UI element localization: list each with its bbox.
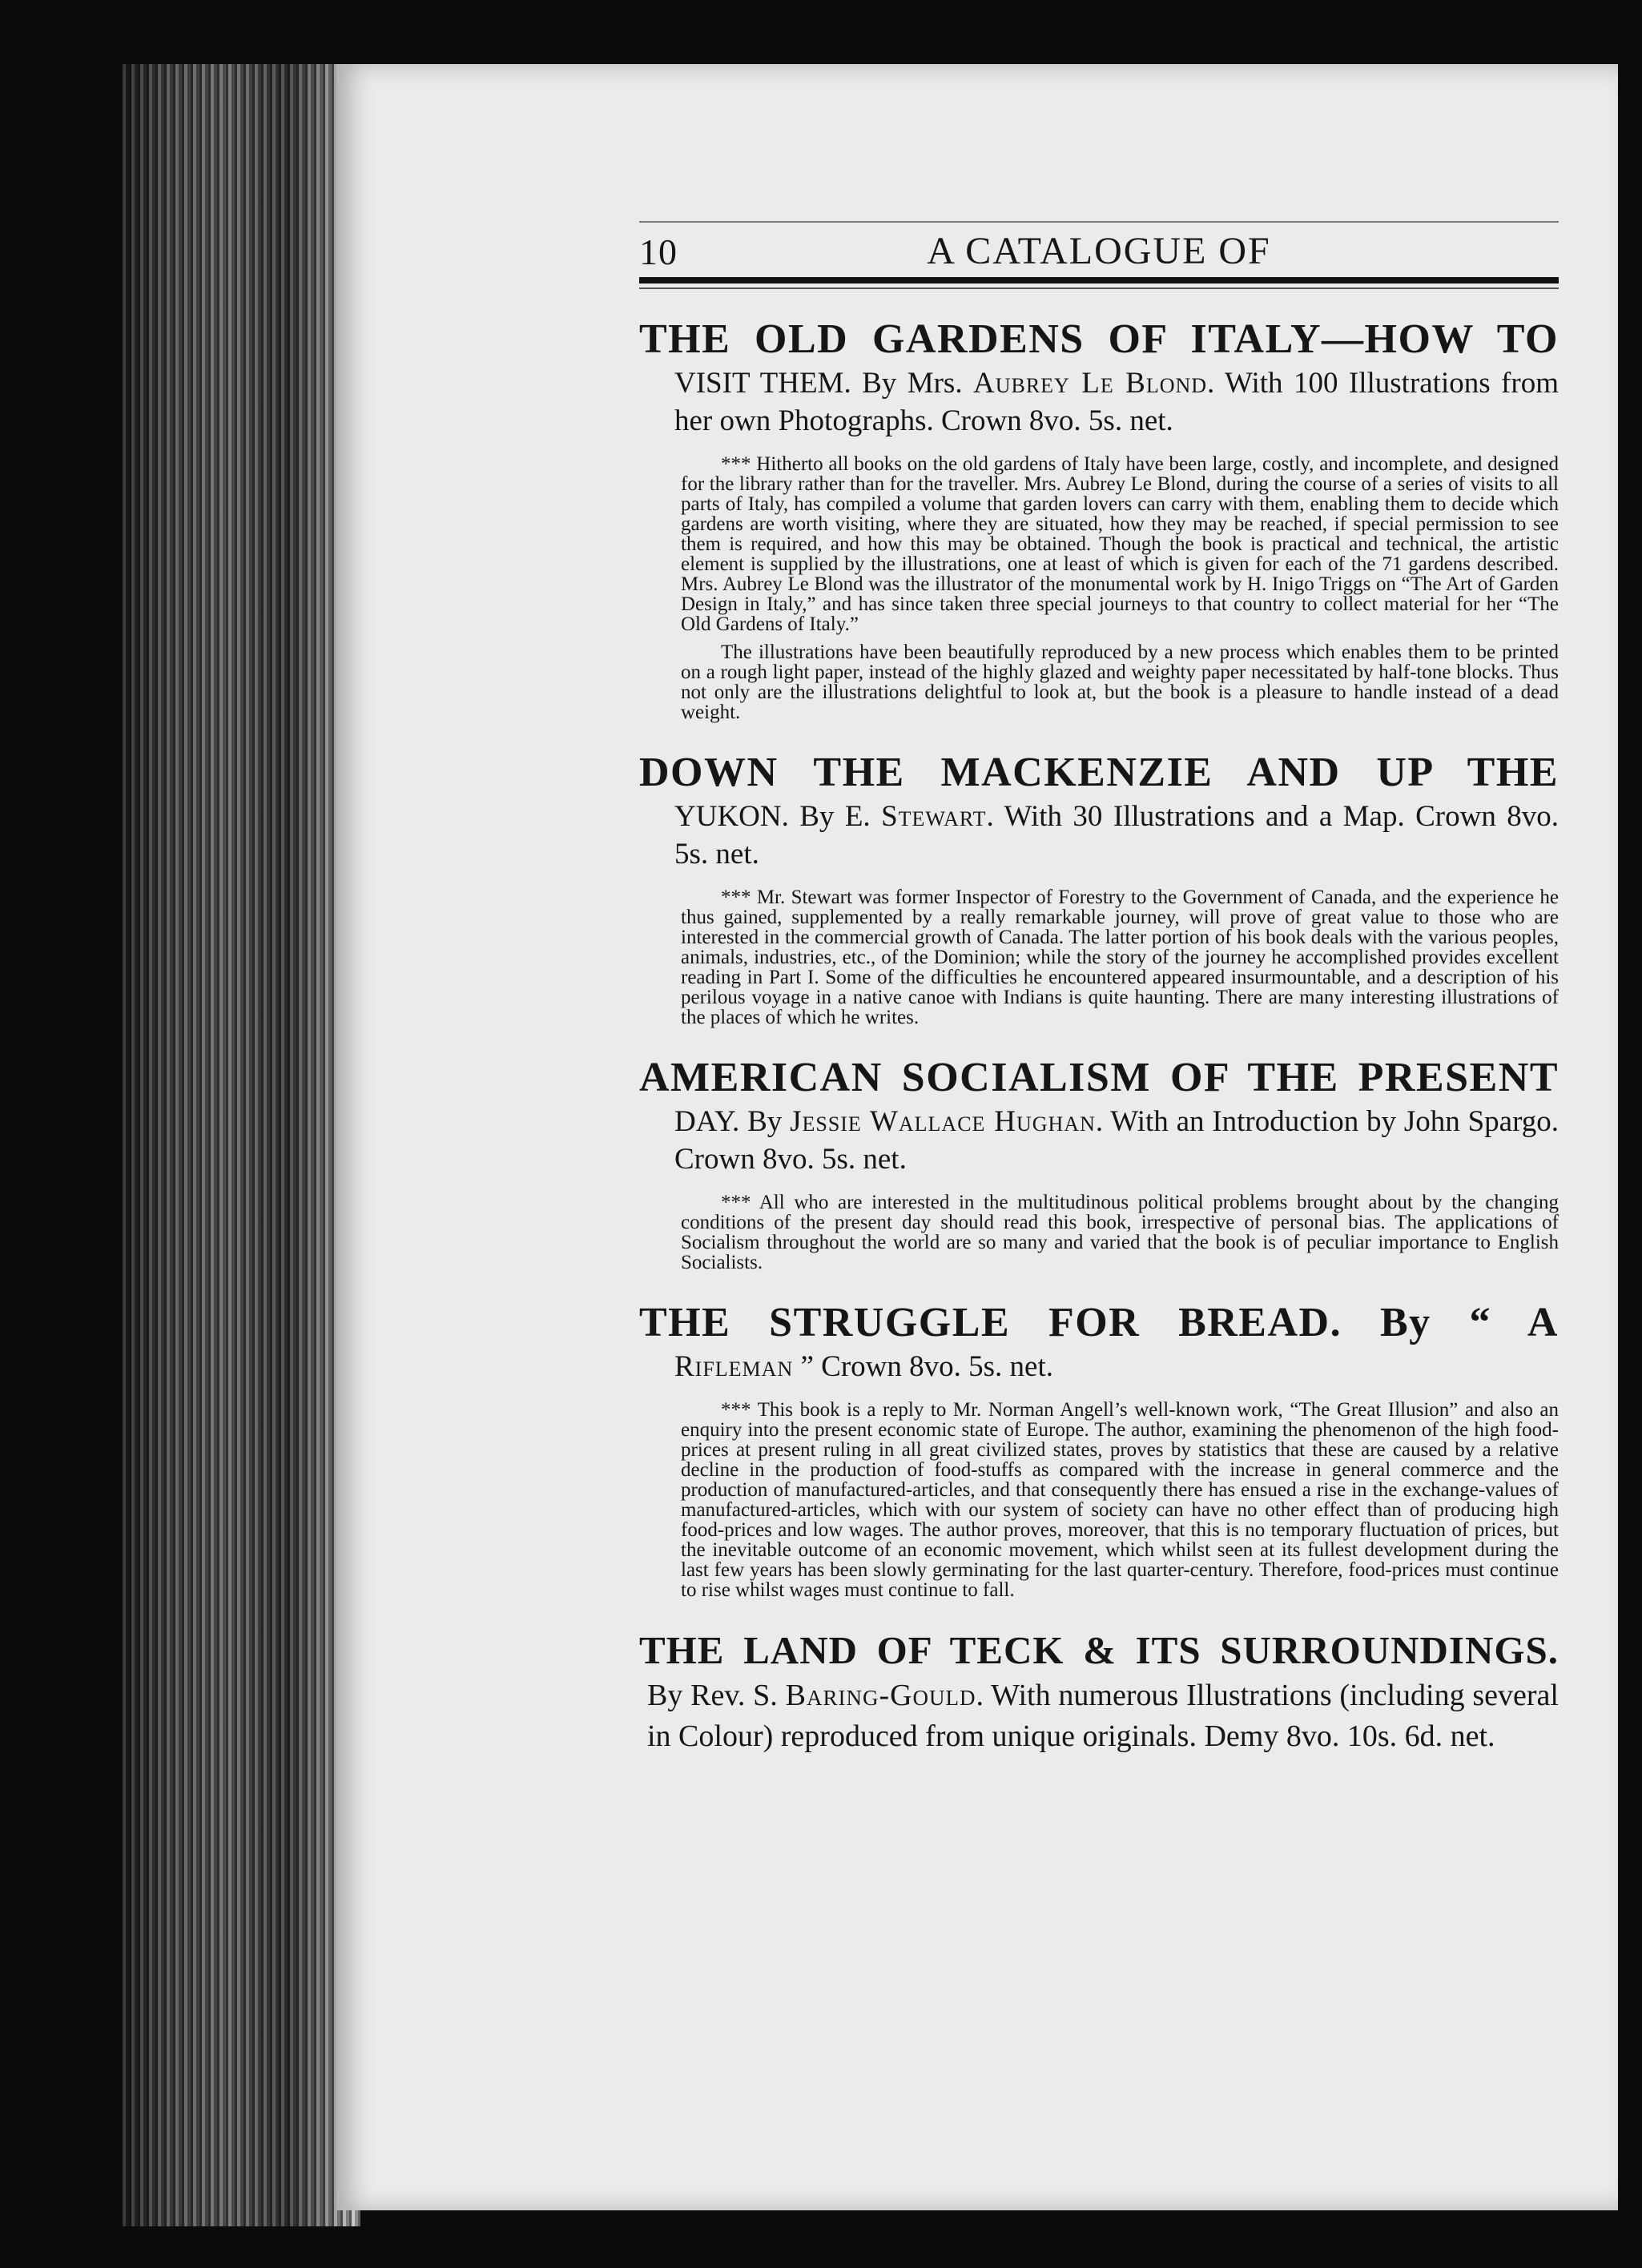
catalogue-entry — [639, 1627, 1559, 1757]
running-head: A CATALOGUE OF — [927, 230, 1271, 272]
description-paragraph: *** Hitherto all books on the old gardens of Italy have been large, costly, and incomplete, and designed for the library rather than for the traveller. Mrs. Aubrey Le Blond, during the course of a series of visits to all parts of Italy, has compiled a volume that garden lovers can carry with them, enabling them to decide which gardens are worth visiting, where they are situated, how they may be reached, if special permission to see them is required, and how this may be obtained. Though the book is practical and technical, the artistic element is supplied by the illustrations, one at least of which is given for each of the 71 gardens described. Mrs. Aubrey Le Blond was the illustrator of the monumental work by H. Inigo Triggs on “The Art of Garden Design in Italy,” and has since taken three special journeys to that country to collect material for her “The Old Gardens of Italy.” — [681, 453, 1559, 635]
header-thick-rule — [639, 277, 1559, 284]
header-rule — [639, 221, 1559, 223]
entry-title: THE STRUGGLE FOR BREAD. By “ A — [639, 1300, 1559, 1345]
entry-meta-rest: . With 30 Illustrations and a Map. Crown 8vo. 5s. net. — [674, 800, 1559, 871]
entry-description — [681, 1192, 1559, 1273]
entry-title: DOWN THE MACKENZIE AND UP THE — [639, 750, 1559, 795]
entry-meta-rest: . With an Introduction by John Spargo. Crown 8vo. 5s. net. — [674, 1105, 1559, 1176]
entry-meta-rest: ” Crown 8vo. 5s. net. — [793, 1350, 1053, 1383]
entry-author: Rifleman — [674, 1350, 794, 1383]
page-number: 10 — [639, 231, 678, 272]
entry-meta — [674, 798, 1559, 873]
entry-author: Jessie Wallace Hughan — [790, 1105, 1096, 1138]
entry-title: AMERICAN SOCIALISM OF THE PRESENT — [639, 1055, 1559, 1100]
entry-title: THE LAND OF TECK & ITS SURROUNDINGS. — [639, 1628, 1559, 1672]
book-fore-edge — [120, 64, 360, 2226]
description-paragraph: *** All who are interested in the multitudinous political problems brought about by the changing conditions of the present day should read this book, irrespective of personal bias. The applications of Socialism throughout the world are so many and varied that the book is of peculiar importance to English Socialists. — [681, 1192, 1559, 1273]
entry-meta-rest: . With numerous Illustrations (including several in Colour) reproduced from unique originals. Demy 8vo. 10s. 6d. net. — [647, 1679, 1559, 1753]
entry-author: Aubrey Le Blond — [973, 367, 1208, 400]
description-paragraph: The illustrations have been beautifully reproduced by a new process which enables them to be printed on a rough light paper, instead of the highly glazed and weighty paper necessitated by half-tone blocks. Thus not only are the illustrations delightful to look at, but the book is a pleasure to handle instead of a dead weight. — [681, 641, 1559, 723]
header-thin-rule — [639, 288, 1559, 289]
catalogue-entry — [639, 316, 1559, 722]
entry-meta — [647, 1675, 1559, 1757]
entry-description — [681, 1400, 1559, 1600]
entry-meta-lead: DAY. By — [674, 1105, 791, 1138]
entry-meta — [674, 364, 1559, 440]
entry-description — [681, 887, 1559, 1027]
page-content — [639, 221, 1559, 1757]
description-paragraph: *** Mr. Stewart was former Inspector of Forestry to the Government of Canada, and the experience he thus gained, supplemented by a really remarkable journey, will prove of great value to those who are interested in the commercial growth of Canada. The latter portion of his book deals with the various peoples, animals, industries, etc., of the Dominion; while the story of the journey he accomplished provides excellent reading in Part I. Some of the difficulties he encountered appeared insurmountable, and a description of his perilous voyage in a native canoe with Indians is quite haunting. There are many interesting illustrations of the places of which he writes. — [681, 887, 1559, 1028]
catalogue-page — [336, 64, 1618, 2210]
entry-meta-lead: YUKON. By E. — [674, 800, 882, 833]
entry-title: THE OLD GARDENS OF ITALY—HOW TO — [639, 316, 1559, 362]
catalogue-entry — [639, 1300, 1559, 1600]
entry-meta-lead: VISIT THEM. By Mrs. — [674, 367, 973, 400]
page-header — [639, 221, 1559, 277]
entry-meta-lead: By Rev. S. — [647, 1679, 786, 1712]
entry-description — [681, 454, 1559, 722]
entry-author: Baring-Gould — [785, 1679, 976, 1712]
entry-meta — [674, 1103, 1559, 1178]
catalogue-entry — [639, 750, 1559, 1027]
entry-meta-rest: . With 100 Illustrations from her own Photographs. Crown 8vo. 5s. net. — [674, 367, 1559, 437]
description-paragraph: *** This book is a reply to Mr. Norman Angell’s well-known work, “The Great Illusion” and also an enquiry into the present economic state of Europe. The author, examining the phenomenon of the high food-prices at present ruling in all great civilized states, proves by statistics that these are caused by a relative decline in the production of food-stuffs as compared with the increase in general commerce and the production of manufactured-articles, and that consequently there has ensued a rise in the exchange-values of manufactured-articles, which with our system of society can have no other effect than of producing high food-prices and low wages. The author proves, moreover, that this is no temporary fluctuation of prices, but the inevitable outcome of an economic movement, which whilst seen at its fullest development during the last few years has been slowly germinating for the last quarter-century. Therefore, food-prices must continue to rise whilst wages must continue to fall. — [681, 1399, 1559, 1601]
entry-author: Stewart — [881, 800, 987, 833]
entry-meta — [674, 1348, 1559, 1385]
catalogue-entry — [639, 1055, 1559, 1273]
